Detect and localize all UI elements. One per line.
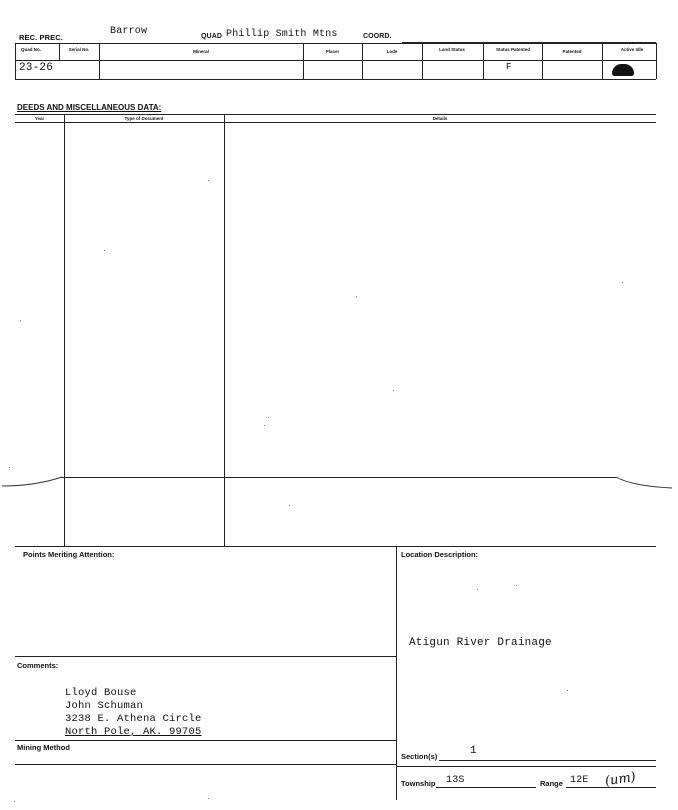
deeds-top-line xyxy=(15,114,656,115)
table-bottom-line xyxy=(15,79,656,80)
points-label: Points Meriting Attention: xyxy=(23,550,115,559)
col-header-land-status: Land Status xyxy=(439,47,465,52)
col-header-serial-no: Serial No. xyxy=(68,47,90,52)
fold-curve-left xyxy=(0,470,70,490)
township-top-line xyxy=(396,766,656,767)
comments-line-4: North Pole, AK. 99705 xyxy=(65,726,202,738)
col-divider xyxy=(602,43,603,79)
coord-label: COORD. xyxy=(363,33,392,40)
quad-no-value: 23-26 xyxy=(19,62,54,74)
col-header-mineral: Mineral xyxy=(193,49,209,54)
section-value: 1 xyxy=(470,745,477,757)
table-header-line xyxy=(15,60,656,61)
deeds-title: DEEDS AND MISCELLANEOUS DATA: xyxy=(17,103,162,112)
col-divider xyxy=(59,43,60,60)
col-header-placer: Placer xyxy=(325,49,340,54)
col-divider xyxy=(15,43,16,79)
scan-speck xyxy=(356,296,357,297)
deeds-col-details: Details xyxy=(432,116,448,121)
scan-speck xyxy=(393,390,394,391)
section-underline xyxy=(439,760,656,761)
deeds-col-year: Year xyxy=(34,116,45,121)
scan-speck xyxy=(264,425,265,426)
scan-speck xyxy=(567,690,568,691)
section-label: Section(s) xyxy=(401,752,438,761)
col-header-status-patented: Status Patented xyxy=(496,47,531,52)
scan-speck xyxy=(268,417,269,418)
rec-prec-value: Barrow xyxy=(110,26,148,37)
comments-line-2: John Schuman xyxy=(65,700,144,712)
lower-top-line xyxy=(15,546,656,547)
scan-speck xyxy=(477,589,478,590)
scan-speck xyxy=(289,505,290,506)
mining-top-line xyxy=(15,740,396,741)
township-value: 13S xyxy=(446,775,465,786)
active-idle-blot xyxy=(612,64,634,76)
col-divider xyxy=(656,43,657,79)
range-label: Range xyxy=(540,779,563,788)
comments-line-1: Lloyd Bouse xyxy=(65,687,137,699)
deeds-col-type: Type of Document xyxy=(124,116,164,121)
comments-top-line xyxy=(15,656,396,657)
deeds-header-line xyxy=(15,122,656,123)
scan-speck xyxy=(208,180,209,181)
lower-center-divider xyxy=(396,546,397,800)
scan-speck xyxy=(622,282,623,283)
township-underline xyxy=(436,787,536,788)
fold-curve-right xyxy=(612,470,678,492)
range-value: 12E xyxy=(570,775,589,786)
township-label: Township xyxy=(401,779,436,788)
status-patented-value: F xyxy=(506,62,512,72)
rec-prec-label: REC. PREC. xyxy=(19,33,63,42)
col-header-active-idle: Active Idle xyxy=(620,47,644,52)
col-header-lode: Lode xyxy=(386,49,398,54)
location-label: Location Description: xyxy=(401,550,479,559)
col-divider xyxy=(483,43,484,79)
comments-label: Comments: xyxy=(17,661,59,670)
comments-line-3: 3238 E. Athena Circle xyxy=(65,713,202,725)
initials-handwritten: (um) xyxy=(604,769,637,790)
mining-bottom-line xyxy=(15,764,396,765)
col-header-quad-no: Quad No. xyxy=(21,47,41,52)
fold-line xyxy=(60,477,616,478)
table-top-line xyxy=(15,43,656,44)
scan-speck xyxy=(14,801,15,802)
scan-speck xyxy=(516,585,517,586)
quad-value: Phillip Smith Mtns xyxy=(226,29,338,40)
scan-speck xyxy=(9,467,10,468)
scan-speck xyxy=(20,320,21,321)
col-header-patented: Patented xyxy=(562,49,582,54)
location-value: Atigun River Drainage xyxy=(409,637,552,649)
col-divider xyxy=(422,43,423,79)
deeds-divider-type xyxy=(224,114,225,546)
scan-speck xyxy=(104,250,105,251)
quad-label: QUAD xyxy=(201,33,223,40)
mining-label: Mining Method xyxy=(17,743,70,752)
scan-speck xyxy=(208,798,209,799)
